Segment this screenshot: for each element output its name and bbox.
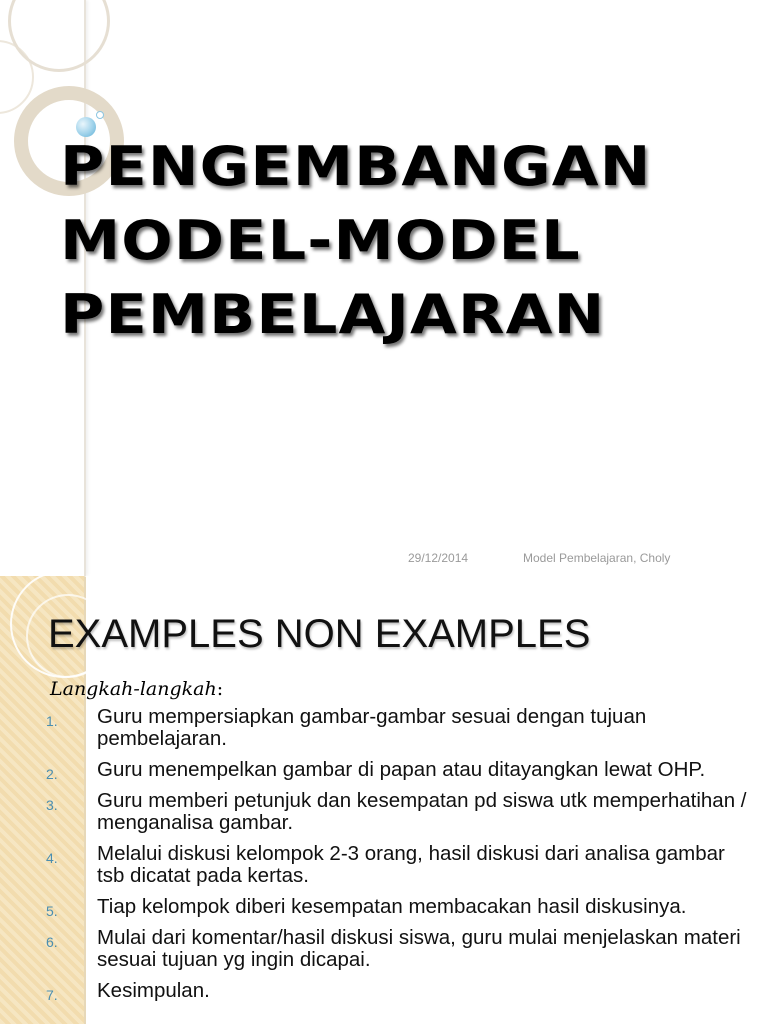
list-item-number: 2. bbox=[46, 766, 58, 782]
list-item bbox=[0, 980, 768, 1002]
list-item bbox=[0, 927, 768, 971]
title-line-2: MODEL-MODEL bbox=[60, 209, 581, 272]
list-item-number: 1. bbox=[46, 713, 58, 729]
list-item bbox=[0, 759, 768, 781]
list-item-text: Guru mempersiapkan gambar-gambar sesuai dengan tujuan pembelajaran. bbox=[97, 705, 647, 750]
list-item-text: Melalui diskusi kelompok 2-3 orang, hasil diskusi dari analisa gambar tsb dicatat pada kertas. bbox=[97, 842, 725, 887]
list-item-text: Tiap kelompok diberi kesempatan membacakan hasil diskusinya. bbox=[97, 895, 687, 918]
footer-date: 29/12/2014 bbox=[408, 551, 469, 565]
list-item bbox=[0, 896, 768, 918]
footer-name: Model Pembelajaran, Choly bbox=[523, 551, 671, 565]
list-item bbox=[0, 790, 768, 834]
list-item-text: Guru memberi petunjuk dan kesempatan pd siswa utk memperhatihan / menganalisa gambar. bbox=[97, 789, 747, 834]
list-item bbox=[0, 706, 768, 750]
list-item bbox=[0, 843, 768, 887]
list-item-number: 4. bbox=[46, 850, 58, 866]
title-line-1: PENGEMBANGAN bbox=[60, 135, 652, 198]
list-item-number: 6. bbox=[46, 934, 58, 950]
list-item-number: 7. bbox=[46, 987, 58, 1003]
steps-heading-text: Langkah-langkah bbox=[50, 678, 217, 700]
list-item-text: Guru menempelkan gambar di papan atau ditayangkan lewat OHP. bbox=[97, 758, 706, 781]
list-item-text: Kesimpulan. bbox=[97, 979, 210, 1002]
list-item-text: Mulai dari komentar/hasil diskusi siswa, guru mulai menjelaskan materi sesuai tujuan yg ingin dicapai. bbox=[97, 926, 741, 971]
slide-2 bbox=[0, 576, 768, 1024]
steps-list bbox=[0, 706, 768, 1011]
list-item-number: 5. bbox=[46, 903, 58, 919]
steps-heading bbox=[50, 678, 223, 700]
steps-heading-colon: : bbox=[216, 678, 224, 700]
slide-title bbox=[60, 130, 768, 352]
small-bubble-icon bbox=[96, 111, 104, 119]
title-line-3: PEMBELAJARAN bbox=[60, 283, 606, 346]
list-item-number: 3. bbox=[46, 797, 58, 813]
slide-title: EXAMPLES NON EXAMPLES bbox=[48, 612, 591, 656]
